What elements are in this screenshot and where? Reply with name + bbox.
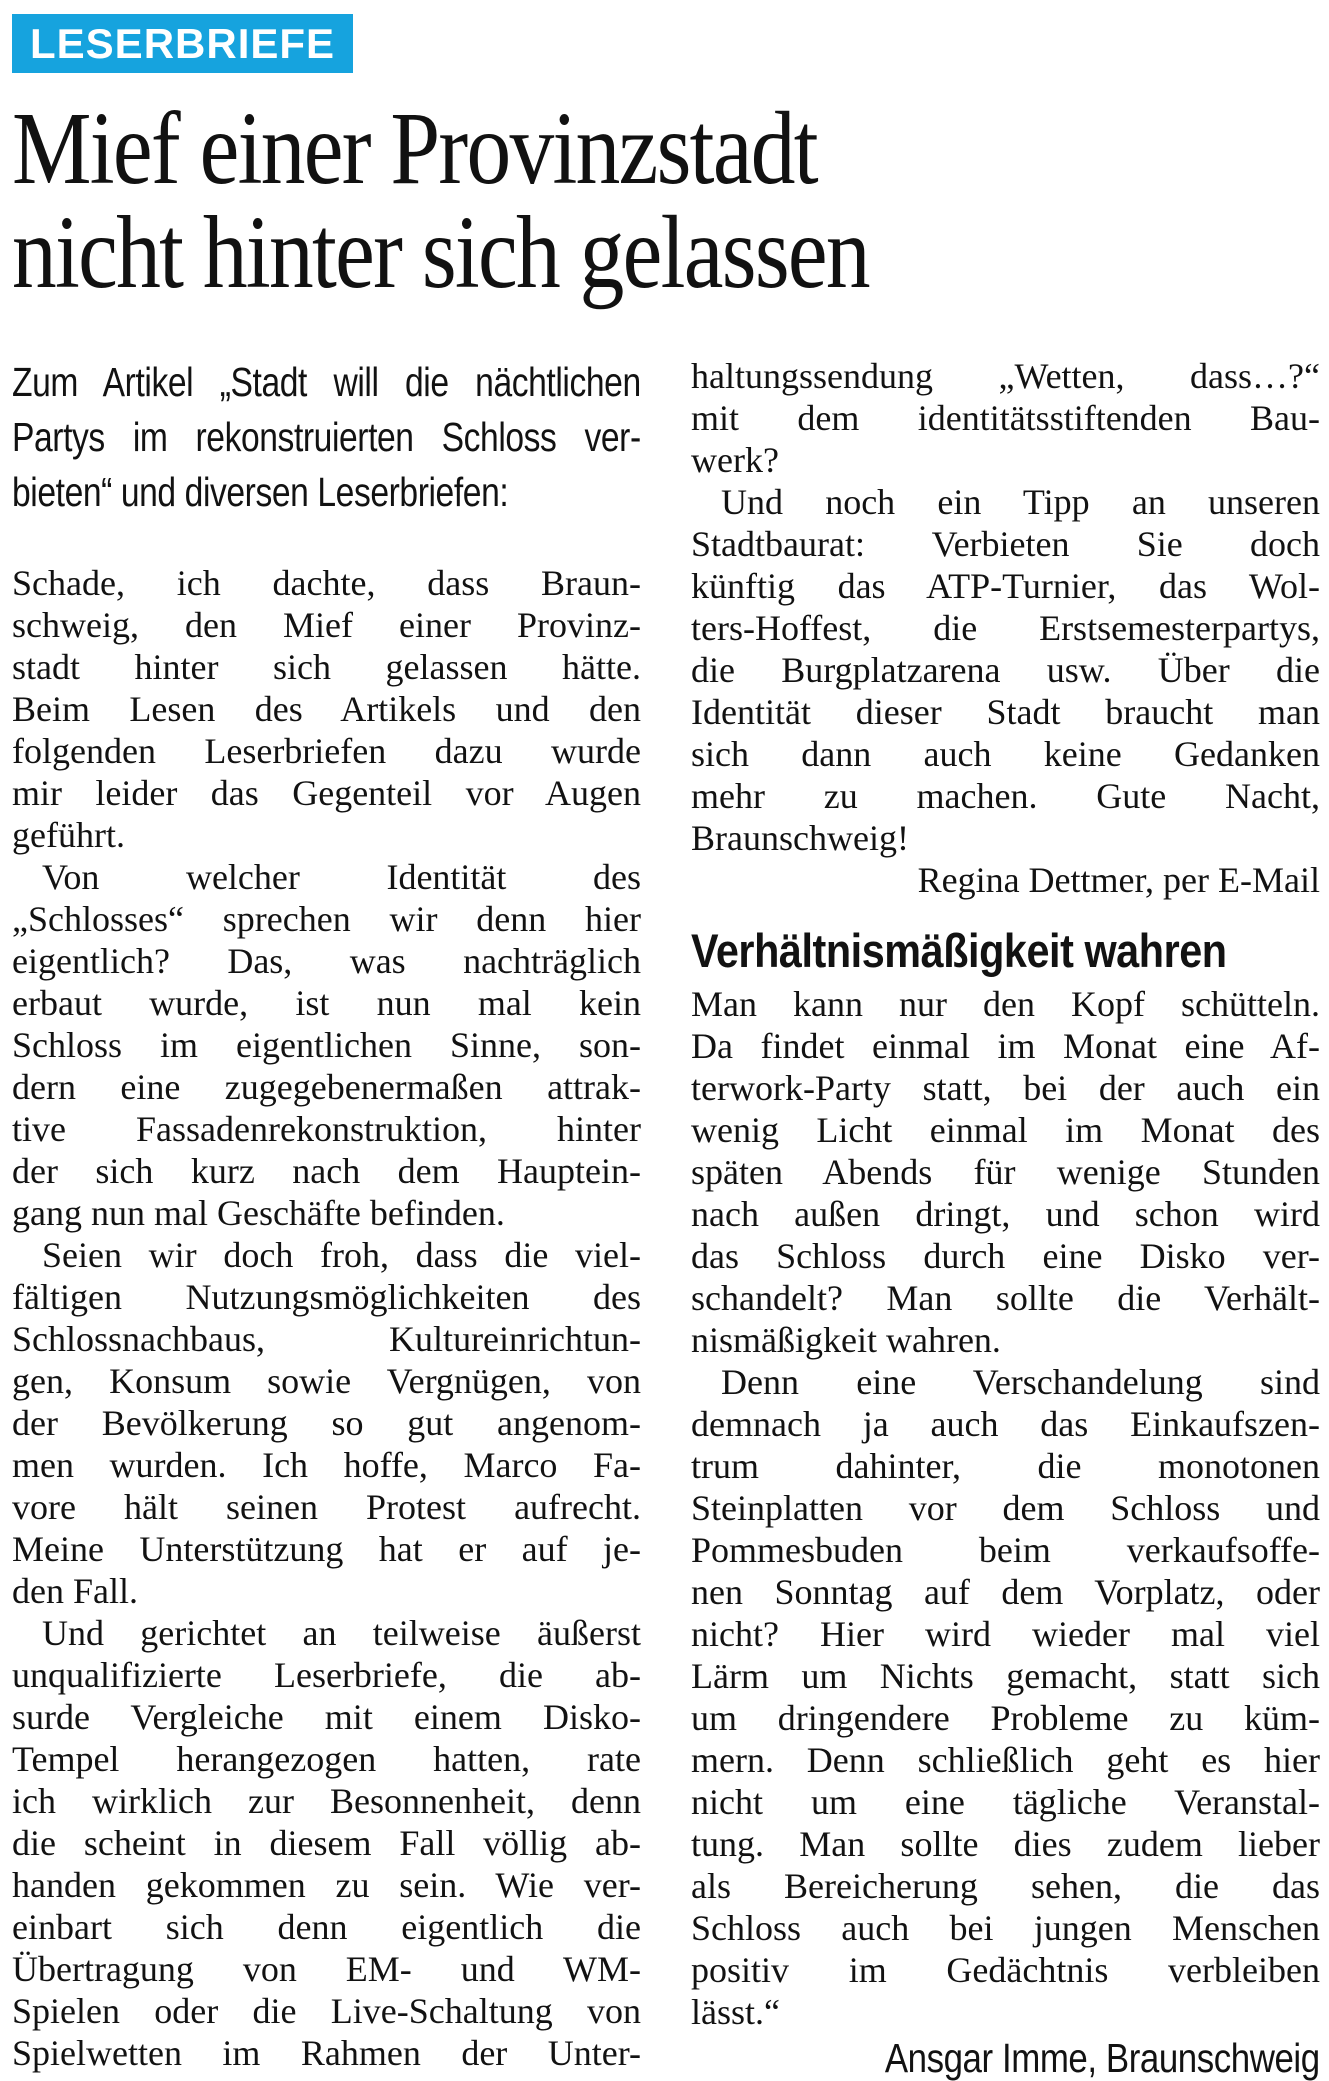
text-line: Partys im rekonstruierten Schloss ver- <box>12 414 641 460</box>
text-line: bieten“ und diversen Leserbriefen: <box>12 469 509 515</box>
signature-regina-dettmer: Regina Dettmer, per E-Mail <box>917 860 1320 900</box>
text-line: Seien wir doch froh, dass die viel- <box>42 1235 641 1275</box>
section-badge: LESERBRIEFE <box>12 14 353 73</box>
text-line: Meine Unterstützung hat er auf je- <box>12 1529 641 1569</box>
text-line: Schloss auch bei jungen Menschen <box>691 1908 1320 1948</box>
text-line: handen gekommen zu sein. Wie ver- <box>12 1865 641 1905</box>
text-line: die Burgplatzarena usw. Über die <box>691 650 1320 690</box>
text-line: Schade, ich dachte, dass Braun- <box>12 563 641 603</box>
text-line: nen Sonntag auf dem Vorplatz, oder <box>691 1572 1320 1612</box>
text-line: werk? <box>691 440 779 480</box>
text-line: Denn eine Verschandelung sind <box>721 1362 1320 1402</box>
signature-ansgar-imme: Ansgar Imme, Braunschweig <box>885 2035 1320 2081</box>
text-line: dern eine zugegebenermaßen attrak- <box>12 1067 641 1107</box>
text-line: Beim Lesen des Artikels und den <box>12 689 641 729</box>
text-line: nicht? Hier wird wieder mal viel <box>691 1614 1320 1654</box>
text-line: erbaut wurde, ist nun mal kein <box>12 983 641 1023</box>
text-line: mir leider das Gegenteil vor Augen <box>12 773 641 813</box>
text-line: mern. Denn schließlich geht es hier <box>691 1740 1320 1780</box>
text-line: künftig das ATP-Turnier, das Wol- <box>691 566 1320 606</box>
text-line: geführt. <box>12 815 125 855</box>
letter-body-left <box>12 562 641 2074</box>
text-line: der Bevölkerung so gut angenom- <box>12 1403 641 1443</box>
text-line: Tempel herangezogen hatten, rate <box>12 1739 641 1779</box>
left-column <box>12 355 641 2081</box>
text-line: Lärm um Nichts gemacht, statt sich <box>691 1656 1320 1696</box>
text-line: nicht um eine tägliche Veranstal- <box>691 1782 1320 1822</box>
text-line: Übertragung von EM- und WM- <box>12 1949 641 1989</box>
text-line: eigentlich? Das, was nachträglich <box>12 941 641 981</box>
text-line: Zum Artikel „Stadt will die nächtlichen <box>12 359 641 405</box>
text-line: nach außen dringt, und schon wird <box>691 1194 1320 1234</box>
text-line: Und gerichtet an teilweise äußerst <box>42 1613 641 1653</box>
text-line: Da findet einmal im Monat eine Af- <box>691 1026 1320 1066</box>
text-line: um dringendere Probleme zu küm- <box>691 1698 1320 1738</box>
text-line: men wurden. Ich hoffe, Marco Fa- <box>12 1445 641 1485</box>
text-line: als Bereicherung sehen, die das <box>691 1866 1320 1906</box>
text-line: Pommesbuden beim verkaufsoffe- <box>691 1530 1320 1570</box>
text-line: Und noch ein Tipp an unseren <box>721 482 1320 522</box>
text-line: Stadtbaurat: Verbieten Sie doch <box>691 524 1320 564</box>
text-line: vore hält seinen Protest aufrecht. <box>12 1487 641 1527</box>
letter-body-right-top <box>691 355 1320 859</box>
text-line: gen, Konsum sowie Vergnügen, von <box>12 1361 641 1401</box>
text-line: demnach ja auch das Einkaufszen- <box>691 1404 1320 1444</box>
text-line: ich wirklich zur Besonnenheit, denn <box>12 1781 641 1821</box>
text-line: sich dann auch keine Gedanken <box>691 734 1320 774</box>
text-line: das Schloss durch eine Disko ver- <box>691 1236 1320 1276</box>
text-line: Steinplatten vor dem Schloss und <box>691 1488 1320 1528</box>
text-line: einbart sich denn eigentlich die <box>12 1907 641 1947</box>
text-line: terwork-Party statt, bei der auch ein <box>691 1068 1320 1108</box>
text-line: tung. Man sollte dies zudem lieber <box>691 1824 1320 1864</box>
text-line: Identität dieser Stadt braucht man <box>691 692 1320 732</box>
text-line: Spielen oder die Live-Schaltung von <box>12 1991 641 2031</box>
text-line: surde Vergleiche mit einem Disko- <box>12 1697 641 1737</box>
letter-body-right-bottom <box>691 983 1320 2033</box>
text-line: folgenden Leserbriefen dazu wurde <box>12 731 641 771</box>
text-line: die scheint in diesem Fall völlig ab- <box>12 1823 641 1863</box>
text-line: ters-Hoffest, die Erstsemesterpartys, <box>691 608 1320 648</box>
text-line: der sich kurz nach dem Hauptein- <box>12 1151 641 1191</box>
text-line: den Fall. <box>12 1571 138 1611</box>
text-line: unqualifizierte Leserbriefe, die ab- <box>12 1655 641 1695</box>
text-line: Schloss im eigentlichen Sinne, son- <box>12 1025 641 1065</box>
text-line: trum dahinter, die monotonen <box>691 1446 1320 1486</box>
text-line: mit dem identitätsstiftenden Bau- <box>691 398 1320 438</box>
text-line: gang nun mal Geschäfte befinden. <box>12 1193 505 1233</box>
text-line: lässt.“ <box>691 1992 780 2032</box>
text-line: schweig, den Mief einer Provinz- <box>12 605 641 645</box>
text-line: „Schlosses“ sprechen wir denn hier <box>12 899 641 939</box>
article-lede <box>12 355 641 520</box>
text-line: Braunschweig! <box>691 818 909 858</box>
headline-line-1: Mief einer Provinzstadt <box>12 91 817 206</box>
text-line: wenig Licht einmal im Monat des <box>691 1110 1320 1150</box>
headline <box>12 91 1317 310</box>
letter-subheadline: Verhältnismäßigkeit wahren <box>691 924 1227 977</box>
text-line: fältigen Nutzungsmöglichkeiten des <box>12 1277 641 1317</box>
text-line: positiv im Gedächtnis verbleiben <box>691 1950 1320 1990</box>
text-line: nismäßigkeit wahren. <box>691 1320 1001 1360</box>
text-line: schandelt? Man sollte die Verhält- <box>691 1278 1320 1318</box>
right-column <box>691 355 1320 2081</box>
headline-line-2: nicht hinter sich gelassen <box>12 195 869 310</box>
text-line: späten Abends für wenige Stunden <box>691 1152 1320 1192</box>
text-line: Spielwetten im Rahmen der Unter- <box>12 2033 641 2073</box>
text-line: Von welcher Identität des <box>42 857 641 897</box>
text-line: mehr zu machen. Gute Nacht, <box>691 776 1320 816</box>
text-line: tive Fassadenrekonstruktion, hinter <box>12 1109 641 1149</box>
text-line: stadt hinter sich gelassen hätte. <box>12 647 641 687</box>
article-columns <box>12 355 1320 2081</box>
text-line: Man kann nur den Kopf schütteln. <box>691 984 1320 1024</box>
text-line: haltungssendung „Wetten, dass…?“ <box>691 356 1320 396</box>
text-line: Schlossnachbaus, Kultureinrichtun- <box>12 1319 641 1359</box>
